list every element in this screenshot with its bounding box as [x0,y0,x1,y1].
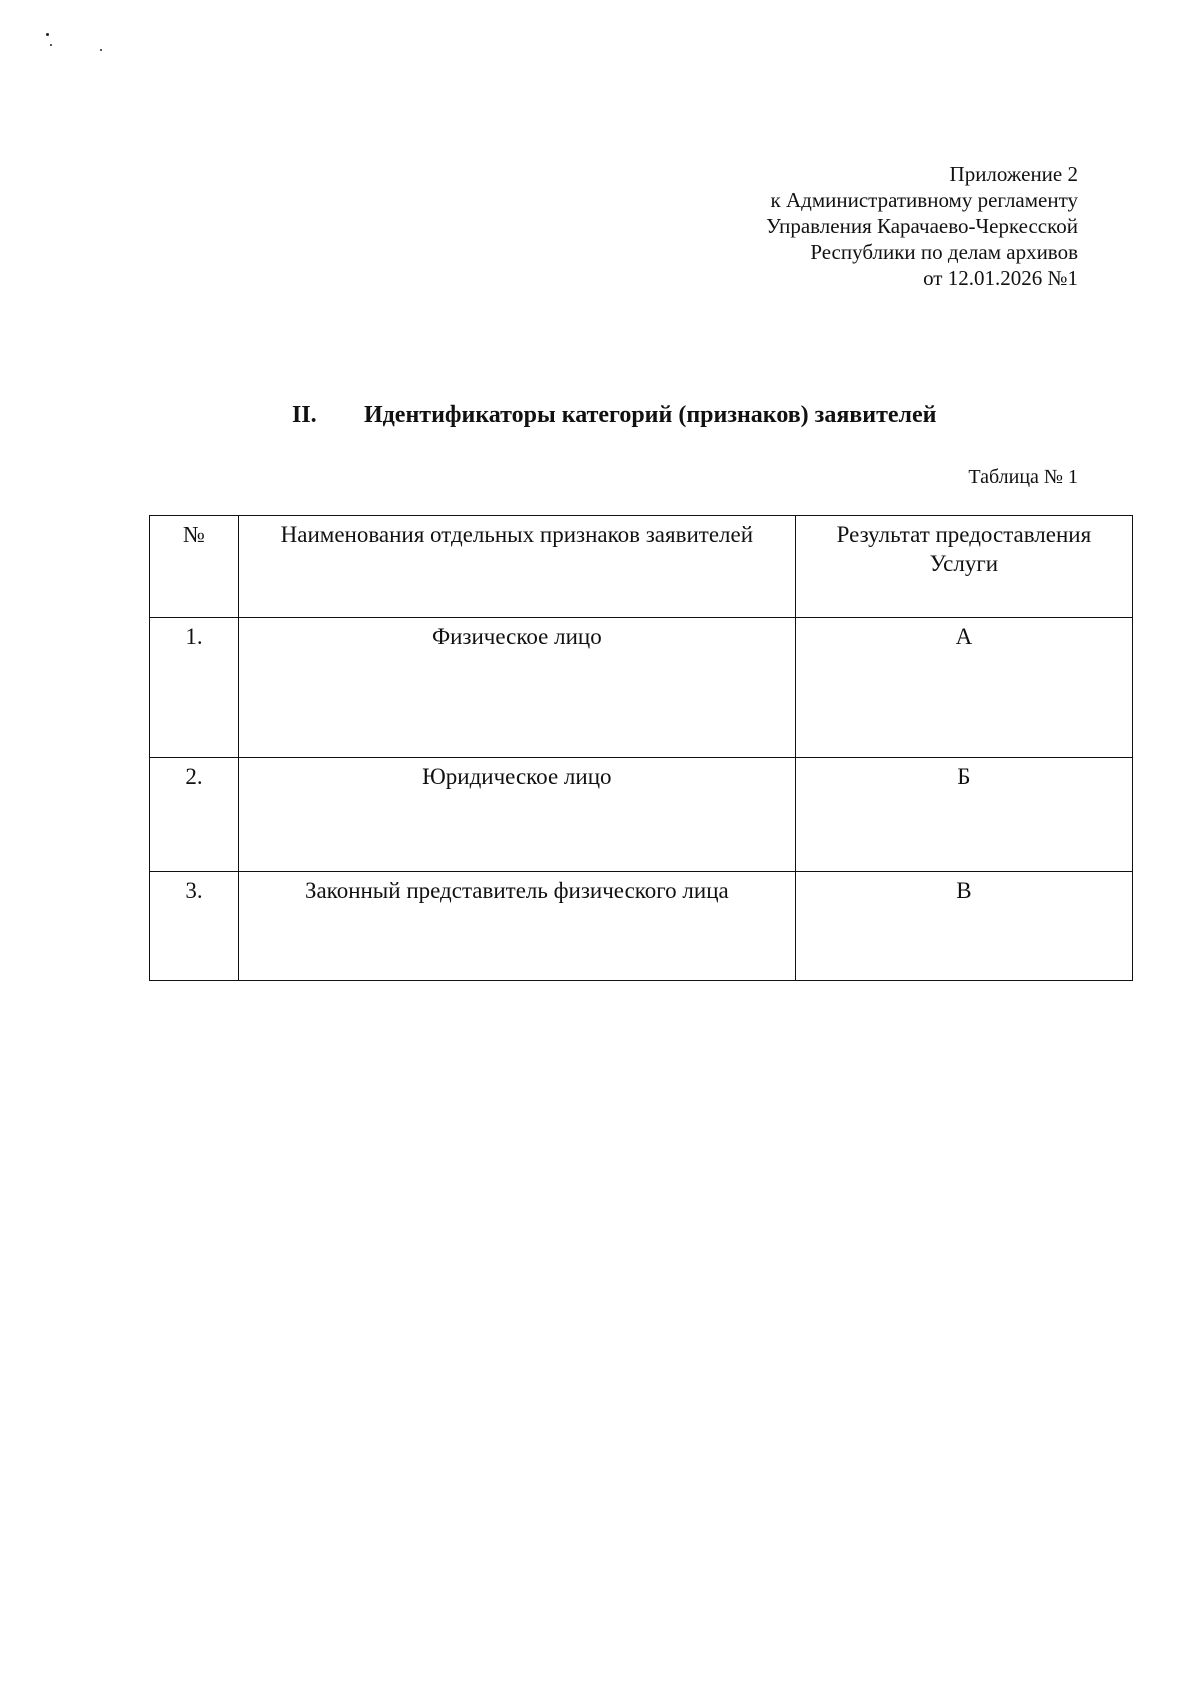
table-caption: Таблица № 1 [968,466,1078,488]
cell-num: 3. [150,872,239,981]
appendix-line: Приложение 2 [949,162,1078,186]
section-title [292,402,936,429]
scan-speck [50,44,52,46]
cell-result: Б [795,758,1132,872]
appendix-line: Республики по делам архивов [810,240,1078,264]
section-title-text: Идентификаторы категорий (признаков) заявителей [364,402,937,428]
cell-name: Законный представитель физического лица [238,872,795,981]
table-row [150,618,1133,758]
appendix-line: от 12.01.2026 №1 [923,266,1078,290]
cell-result: А [795,618,1132,758]
header-result: Результат предоставления Услуги [795,516,1132,618]
table-row [150,872,1133,981]
applicant-categories-table [149,515,1133,981]
table-header-row [150,516,1133,618]
appendix-line: к Административному регламенту [770,188,1078,212]
header-num: № [150,516,239,618]
appendix-line: Управления Карачаево-Черкесской [766,214,1078,238]
appendix-header [766,161,1078,291]
section-number: II. [292,402,317,428]
header-name: Наименования отдельных признаков заявителей [238,516,795,618]
cell-name: Юридическое лицо [238,758,795,872]
cell-result: В [795,872,1132,981]
cell-num: 2. [150,758,239,872]
scan-speck [46,33,49,36]
table-row [150,758,1133,872]
cell-name: Физическое лицо [238,618,795,758]
cell-num: 1. [150,618,239,758]
scan-speck [100,49,102,51]
